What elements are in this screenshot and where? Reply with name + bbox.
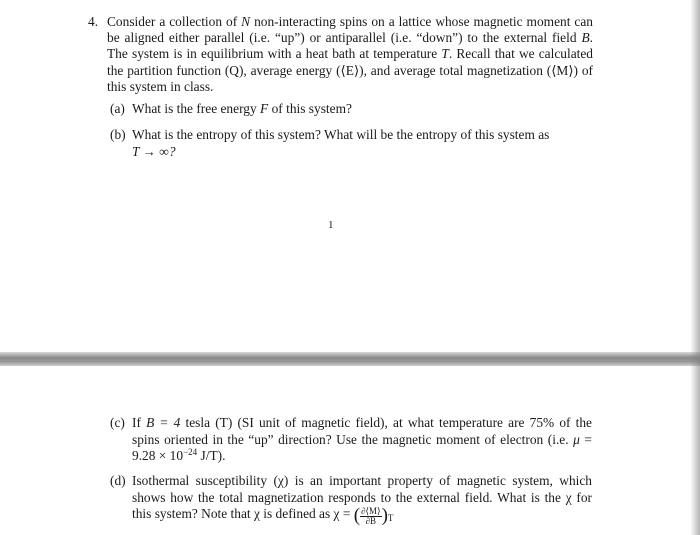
problem-statement: Consider a collection of N non-interacting spins on a lattice whose magnetic moment can be aligned either parallel (i.e. “up”) or antiparallel (i.e. “down”) to the external field B. The system is in equilibrium with a heat bath at temperature T. Recall that we calculated the partition function (Q), average energy (⟨E⟩), and average total magnetization (⟨M⟩) of this system in class. xyxy=(107,14,593,94)
page-number: 1 xyxy=(328,219,334,231)
part-a-text: What is the free energy F of this system? xyxy=(132,101,352,116)
part-d xyxy=(110,473,592,526)
part-c-text: If B = 4 tesla (T) (SI unit of magnetic field), at what temperature are 75% of the spins oriented in the “up” direction? Use the magnetic moment of electron (i.e. $\mu = 9.28 \times 10^{-24}$ J/T). xyxy=(132,415,593,463)
part-c-label: (c) xyxy=(110,415,125,430)
problem-number: 4. xyxy=(88,14,99,29)
page-separator xyxy=(0,352,700,366)
part-d-label: (d) xyxy=(110,473,126,488)
part-b-label: (b) xyxy=(110,127,126,142)
part-b-text: What is the entropy of this system? What will be the entropy of this system as T → ∞? xyxy=(132,127,550,159)
part-d-text: Isothermal susceptibility (χ) is an important property of magnetic system, which shows how the total magnetization responds to the external field. What is the χ for this system? Note that χ is defined as χ = ( $\frac{\partial⟨M⟩}{\partial B}$ )$_T$ xyxy=(132,473,592,526)
problem-4 xyxy=(88,14,593,95)
part-a xyxy=(110,101,592,118)
susceptibility-fraction: $\frac{\partial⟨M⟩}{\partial B}$ xyxy=(361,506,381,526)
part-b xyxy=(110,127,592,160)
page-shadow-edge xyxy=(690,0,700,535)
part-a-label: (a) xyxy=(110,101,125,116)
part-c xyxy=(110,415,592,465)
